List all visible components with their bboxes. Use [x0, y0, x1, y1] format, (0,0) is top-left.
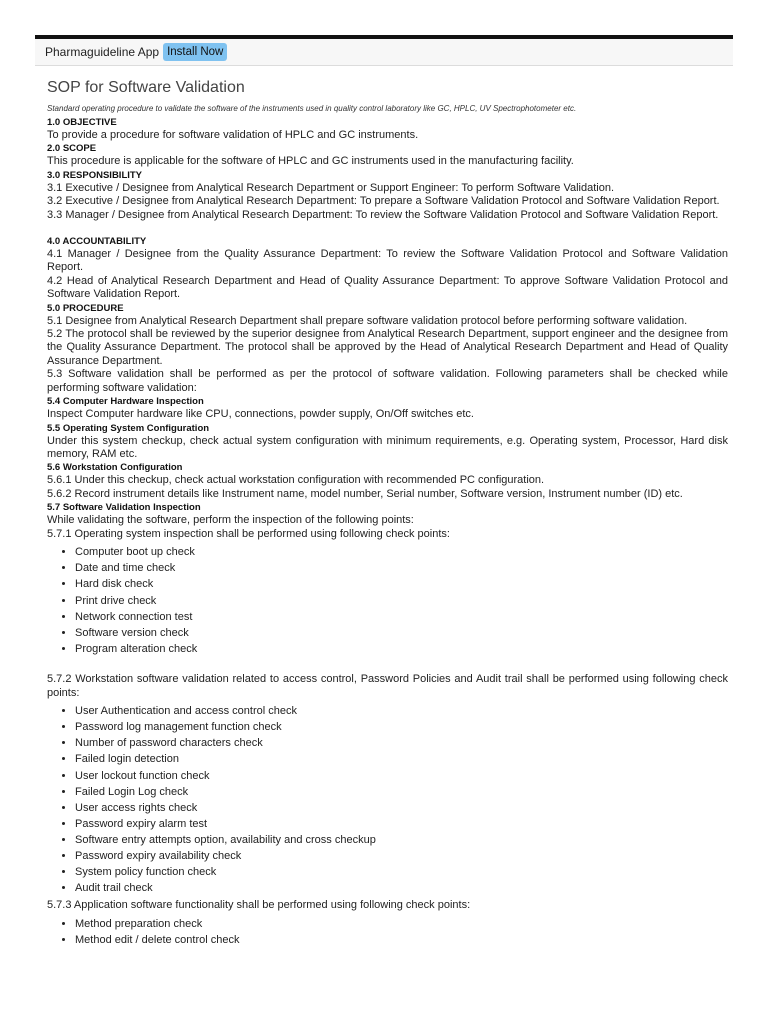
os-config-heading: 5.5 Operating System Configuration: [47, 422, 210, 434]
list-item: • Hard disk check: [75, 576, 728, 592]
list-item: • Password expiry alarm test: [75, 816, 728, 832]
procedure-item: 5.3 Software validation shall be performed as per the protocol of software validation. Following parameters shall be checked while performing software validation:: [47, 368, 728, 394]
objective-heading: 1.0 OBJECTIVE: [47, 117, 117, 128]
hardware-text: Inspect Computer hardware like CPU, connections, powder supply, On/Off switches etc.: [47, 408, 474, 421]
os-config-text: Under this system checkup, check actual system configuration with minimum requirements, e.g. Operating system, Processor, Hard disk memory, RAM etc.: [47, 434, 728, 460]
list-item: • Method preparation check: [75, 916, 728, 932]
objective-text: To provide a procedure for software validation of HPLC and GC instruments.: [47, 129, 419, 141]
os-inspection-text: 5.7.1 Operating system inspection shall be performed using following check points:: [47, 527, 450, 540]
list-item: • Failed Login Log check: [75, 784, 728, 800]
scope-heading: 2.0 SCOPE: [47, 143, 97, 155]
application-checkpoint-list: [75, 916, 728, 948]
page-title: SOP for Software Validation: [47, 79, 245, 96]
list-item: • Program alteration check: [75, 641, 728, 657]
responsibility-item: 3.1 Executive / Designee from Analytical Research Department or Support Engineer: To perform Software Validation.: [47, 181, 614, 194]
accountability-item: 4.2 Head of Analytical Research Department and Head of Quality Assurance Department: To approve Software Validation Protocol and Software Validation Report.: [47, 274, 728, 301]
responsibility-heading: 3.0 RESPONSIBILITY: [47, 169, 143, 181]
responsibility-item: 3.3 Manager / Designee from Analytical Research Department: To review the Software Validation Protocol and Software Validation Report.: [47, 208, 719, 221]
spacer: [47, 660, 728, 673]
application-software-text: 5.7.3 Application software functionality shall be performed using following check points:: [47, 899, 471, 912]
list-item: • User lockout function check: [75, 768, 728, 784]
install-now-button[interactable]: Install Now: [163, 43, 227, 61]
app-name: Pharmaguideline App: [45, 45, 160, 59]
list-item: • System policy function check: [75, 864, 728, 880]
list-item: • Password log management function check: [75, 719, 728, 735]
list-item: • User Authentication and access control check: [75, 703, 728, 719]
access-checkpoint-list: [75, 703, 728, 896]
list-item: • Audit trail check: [75, 880, 728, 896]
list-item: • Failed login detection: [75, 751, 728, 767]
list-item: • Date and time check: [75, 560, 728, 576]
procedure-heading: 5.0 PROCEDURE: [47, 302, 124, 314]
list-item: • Computer boot up check: [75, 544, 728, 560]
list-item: • Software entry attempts option, availability and cross checkup: [75, 832, 728, 848]
list-item: • User access rights check: [75, 800, 728, 816]
accountability-heading: 4.0 ACCOUNTABILITY: [47, 236, 147, 248]
software-validation-intro: While validating the software, perform the inspection of the following points:: [47, 514, 414, 527]
list-item: • Print drive check: [75, 593, 728, 609]
list-item: • Number of password characters check: [75, 735, 728, 751]
workstation-item: 5.6.1 Under this checkup, check actual workstation configuration with recommended PC configuration.: [47, 474, 545, 487]
workstation-heading: 5.6 Workstation Configuration: [47, 462, 183, 474]
workstation-software-text: 5.7.2 Workstation software validation related to access control, Password Policies and Audit trail shall be performed using following check points:: [47, 673, 728, 699]
workstation-item: 5.6.2 Record instrument details like Instrument name, model number, Serial number, Software version, Instrument number (ID) etc.: [47, 487, 683, 500]
scope-text: This procedure is applicable for the software of HPLC and GC instruments used in the manufacturing facility.: [47, 155, 574, 168]
os-checkpoint-list: [75, 544, 728, 657]
app-banner: [35, 39, 733, 66]
article: [47, 78, 728, 951]
procedure-item: 5.2 The protocol shall be reviewed by the superior designee from Analytical Research Department, support engineer and the designee from the Quality Assurance Department. The protocol shall be approved by the Head of Analytical Research Department and Head of Quality Assurance Department.: [47, 328, 728, 367]
hardware-heading: 5.4 Computer Hardware Inspection: [47, 396, 204, 408]
software-validation-heading: 5.7 Software Validation Inspection: [47, 502, 201, 514]
list-item: • Network connection test: [75, 609, 728, 625]
accountability-item: 4.1 Manager / Designee from the Quality Assurance Department: To review the Software Validation Protocol and Software Validation Report.: [47, 248, 728, 274]
list-item: • Method edit / delete control check: [75, 932, 728, 948]
list-item: • Password expiry availability check: [75, 848, 728, 864]
spacer: [47, 222, 728, 235]
responsibility-item: 3.2 Executive / Designee from Analytical Research Department: To prepare a Software Validation Protocol and Software Validation Report.: [47, 195, 720, 208]
procedure-item: 5.1 Designee from Analytical Research Department shall prepare software validation protocol before performing software validation.: [47, 314, 688, 327]
list-item: • Software version check: [75, 625, 728, 641]
page-subtitle: Standard operating procedure to validate the software of the instruments used in quality control laboratory like GC, HPLC, UV Spectrophotometer etc.: [47, 104, 577, 113]
